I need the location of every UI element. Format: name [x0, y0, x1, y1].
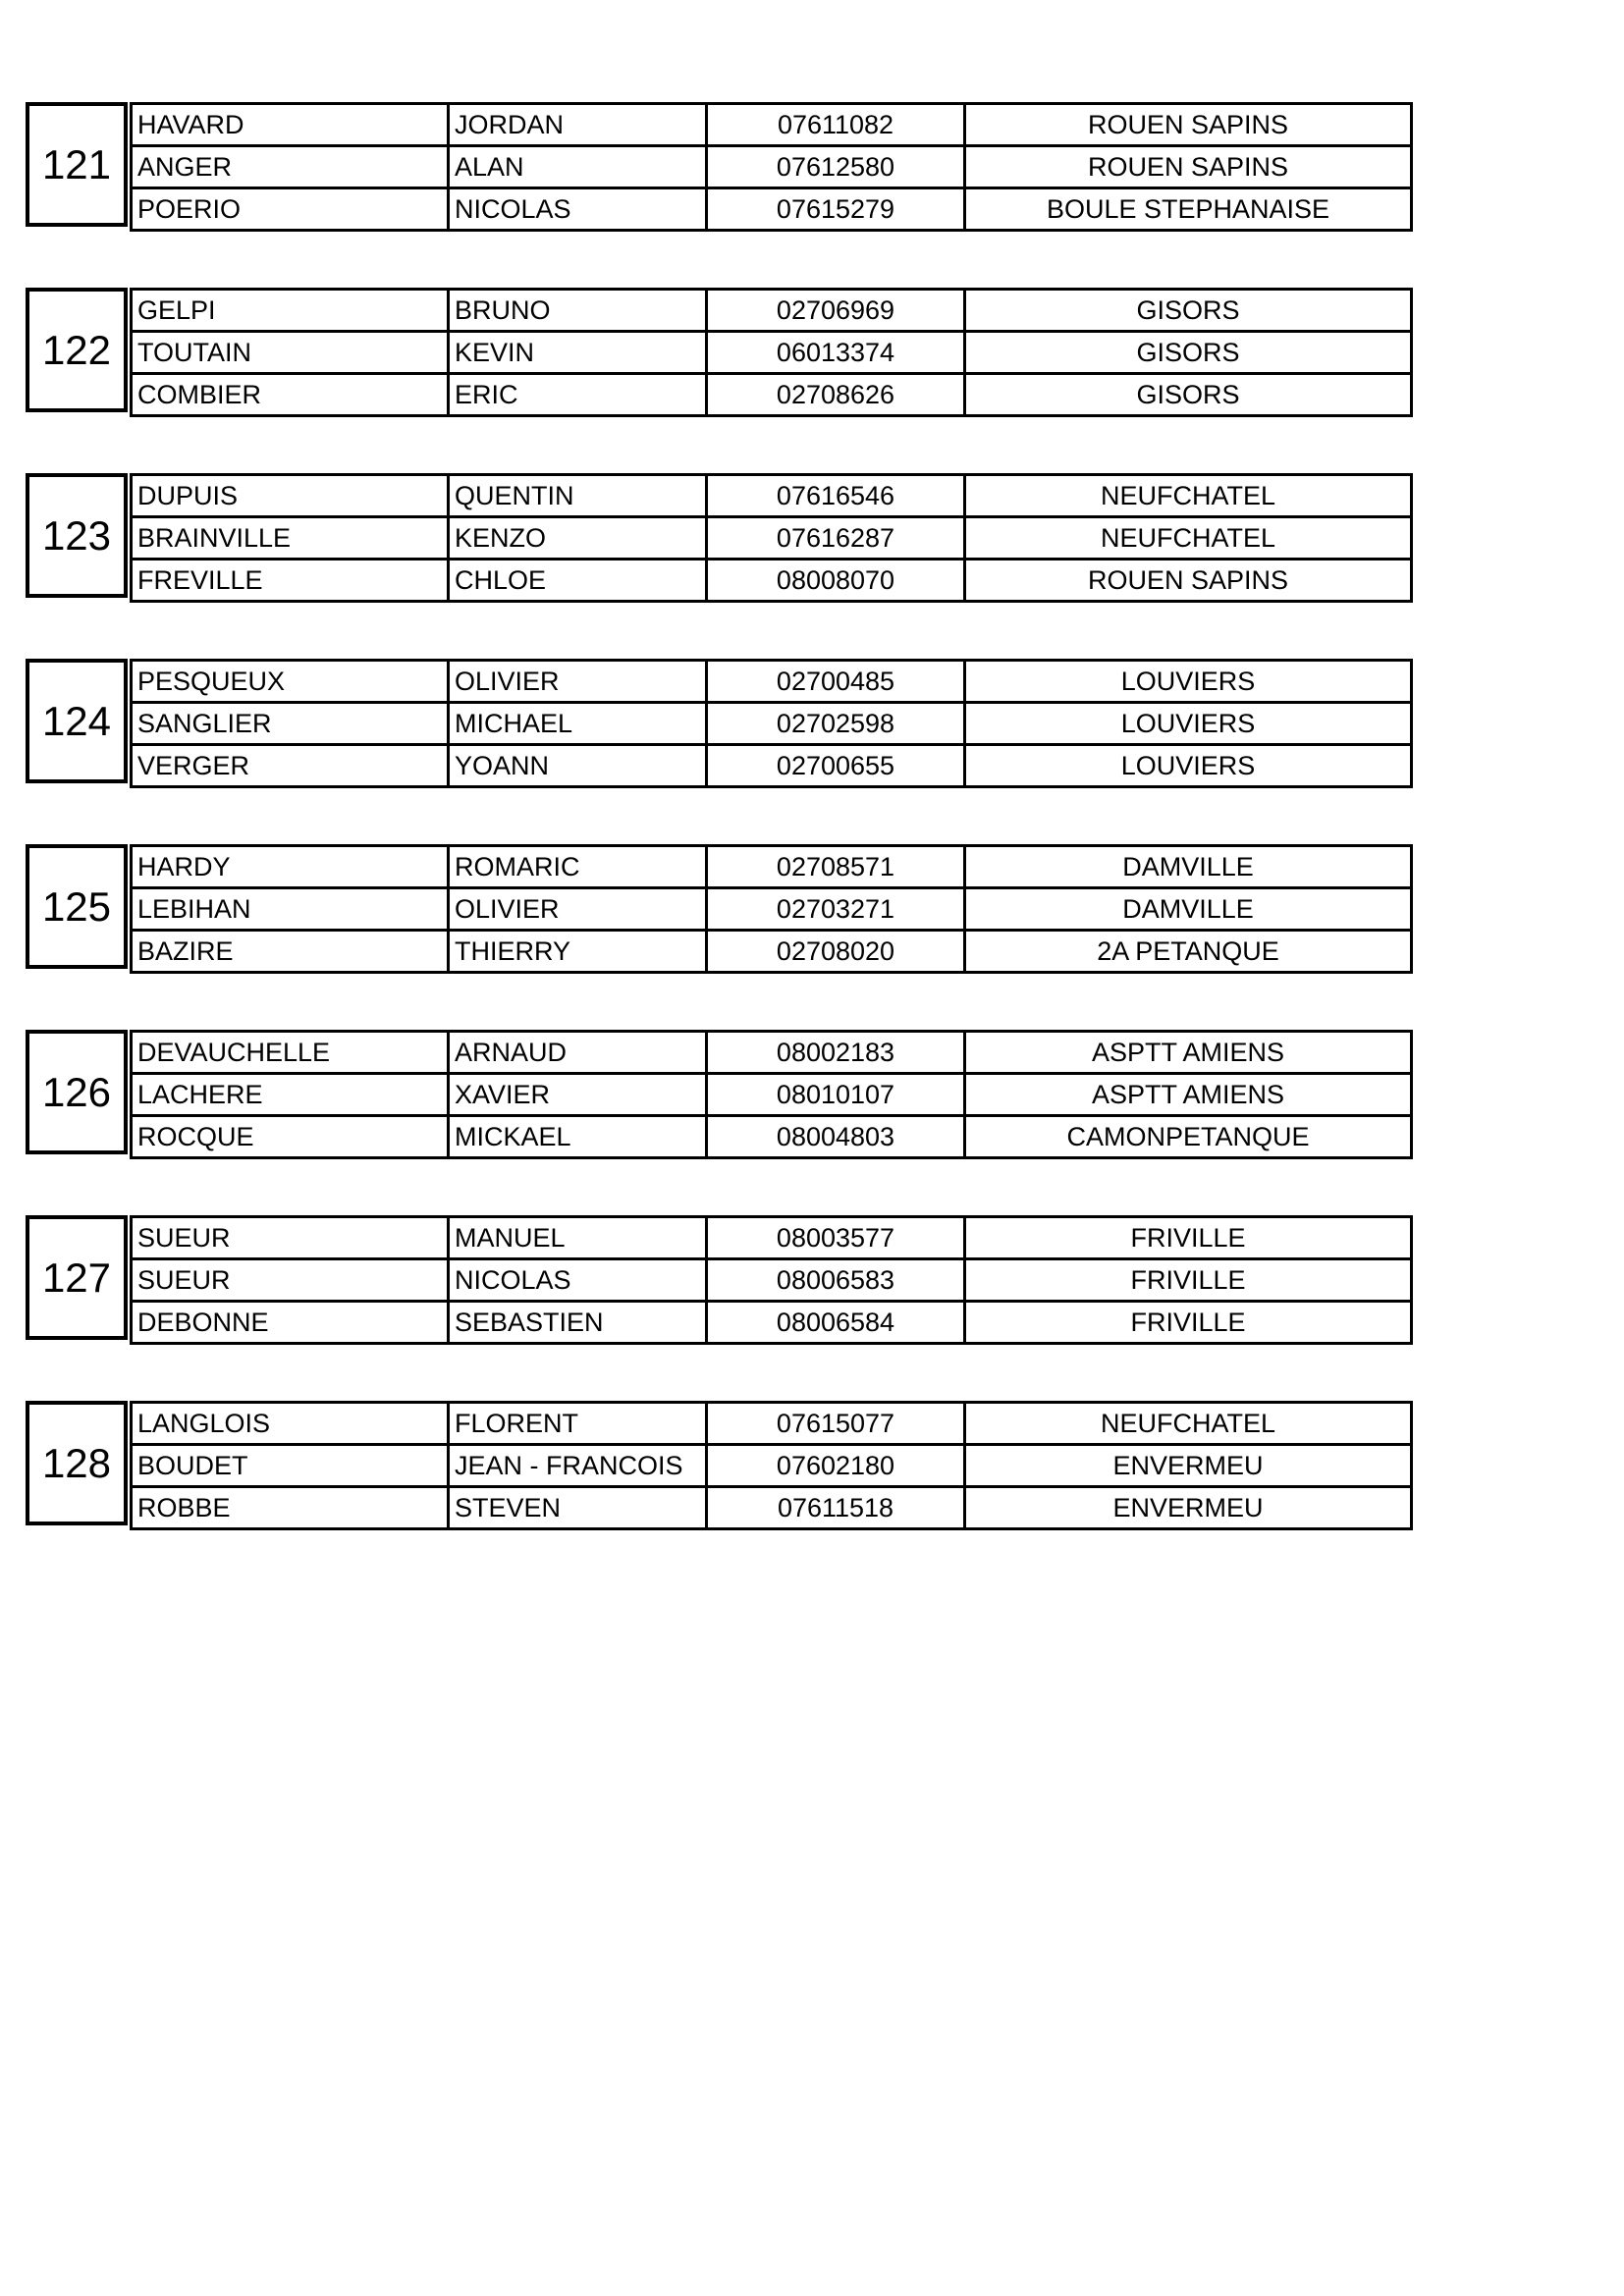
- licence-cell: 08002183: [707, 1032, 965, 1074]
- table-row: [132, 703, 1412, 745]
- team-block-126: [26, 1030, 1410, 1154]
- first-name-cell: OLIVIER: [449, 661, 707, 703]
- team-number: 125: [26, 844, 128, 969]
- licence-cell: 07612580: [707, 146, 965, 188]
- team-number: 123: [26, 473, 128, 598]
- last-name-cell: TOUTAIN: [132, 332, 449, 374]
- table-row: [132, 888, 1412, 931]
- last-name-cell: LANGLOIS: [132, 1403, 449, 1445]
- first-name-cell: ROMARIC: [449, 846, 707, 888]
- first-name-cell: KEVIN: [449, 332, 707, 374]
- first-name-cell: NICOLAS: [449, 188, 707, 231]
- club-cell: FRIVILLE: [965, 1217, 1412, 1259]
- team-number: 128: [26, 1401, 128, 1525]
- table-row: [132, 1032, 1412, 1074]
- team-number: 122: [26, 288, 128, 412]
- team-block-127: [26, 1215, 1410, 1340]
- licence-cell: 08004803: [707, 1116, 965, 1158]
- first-name-cell: FLORENT: [449, 1403, 707, 1445]
- licence-cell: 08003577: [707, 1217, 965, 1259]
- club-cell: ENVERMEU: [965, 1445, 1412, 1487]
- club-cell: NEUFCHATEL: [965, 517, 1412, 560]
- first-name-cell: THIERRY: [449, 931, 707, 973]
- licence-cell: 02708020: [707, 931, 965, 973]
- licence-cell: 07616546: [707, 475, 965, 517]
- first-name-cell: MANUEL: [449, 1217, 707, 1259]
- last-name-cell: LEBIHAN: [132, 888, 449, 931]
- club-cell: ROUEN SAPINS: [965, 560, 1412, 602]
- licence-cell: 08008070: [707, 560, 965, 602]
- table-row: [132, 1259, 1412, 1302]
- club-cell: NEUFCHATEL: [965, 1403, 1412, 1445]
- team-players-table: [130, 844, 1413, 974]
- club-cell: DAMVILLE: [965, 846, 1412, 888]
- team-block-123: [26, 473, 1410, 598]
- first-name-cell: MICHAEL: [449, 703, 707, 745]
- club-cell: DAMVILLE: [965, 888, 1412, 931]
- club-cell: ASPTT AMIENS: [965, 1032, 1412, 1074]
- club-cell: BOULE STEPHANAISE: [965, 188, 1412, 231]
- club-cell: LOUVIERS: [965, 703, 1412, 745]
- table-row: [132, 332, 1412, 374]
- table-row: [132, 560, 1412, 602]
- last-name-cell: DUPUIS: [132, 475, 449, 517]
- first-name-cell: SEBASTIEN: [449, 1302, 707, 1344]
- last-name-cell: ROBBE: [132, 1487, 449, 1529]
- team-block-122: [26, 288, 1410, 412]
- team-block-128: [26, 1401, 1410, 1525]
- first-name-cell: XAVIER: [449, 1074, 707, 1116]
- last-name-cell: HAVARD: [132, 104, 449, 146]
- last-name-cell: PESQUEUX: [132, 661, 449, 703]
- team-players-table: [130, 473, 1413, 603]
- first-name-cell: BRUNO: [449, 290, 707, 332]
- first-name-cell: ARNAUD: [449, 1032, 707, 1074]
- club-cell: GISORS: [965, 290, 1412, 332]
- licence-cell: 07602180: [707, 1445, 965, 1487]
- team-number: 127: [26, 1215, 128, 1340]
- last-name-cell: DEVAUCHELLE: [132, 1032, 449, 1074]
- table-row: [132, 188, 1412, 231]
- licence-cell: 07611082: [707, 104, 965, 146]
- table-row: [132, 517, 1412, 560]
- club-cell: ROUEN SAPINS: [965, 104, 1412, 146]
- team-number: 124: [26, 659, 128, 783]
- licence-cell: 07615279: [707, 188, 965, 231]
- club-cell: ASPTT AMIENS: [965, 1074, 1412, 1116]
- table-row: [132, 1116, 1412, 1158]
- licence-cell: 02700655: [707, 745, 965, 787]
- club-cell: LOUVIERS: [965, 661, 1412, 703]
- first-name-cell: YOANN: [449, 745, 707, 787]
- last-name-cell: GELPI: [132, 290, 449, 332]
- licence-cell: 06013374: [707, 332, 965, 374]
- licence-cell: 02700485: [707, 661, 965, 703]
- licence-cell: 07616287: [707, 517, 965, 560]
- last-name-cell: BRAINVILLE: [132, 517, 449, 560]
- team-block-125: [26, 844, 1410, 969]
- club-cell: NEUFCHATEL: [965, 475, 1412, 517]
- table-row: [132, 374, 1412, 416]
- first-name-cell: NICOLAS: [449, 1259, 707, 1302]
- club-cell: 2A PETANQUE: [965, 931, 1412, 973]
- club-cell: LOUVIERS: [965, 745, 1412, 787]
- first-name-cell: ERIC: [449, 374, 707, 416]
- table-row: [132, 1445, 1412, 1487]
- club-cell: CAMONPETANQUE: [965, 1116, 1412, 1158]
- team-players-table: [130, 102, 1413, 232]
- table-row: [132, 661, 1412, 703]
- team-number: 121: [26, 102, 128, 227]
- first-name-cell: KENZO: [449, 517, 707, 560]
- licence-cell: 02702598: [707, 703, 965, 745]
- club-cell: ENVERMEU: [965, 1487, 1412, 1529]
- licence-cell: 07611518: [707, 1487, 965, 1529]
- table-row: [132, 146, 1412, 188]
- last-name-cell: ROCQUE: [132, 1116, 449, 1158]
- team-block-121: [26, 102, 1410, 227]
- table-row: [132, 1302, 1412, 1344]
- first-name-cell: MICKAEL: [449, 1116, 707, 1158]
- last-name-cell: DEBONNE: [132, 1302, 449, 1344]
- licence-cell: 02708626: [707, 374, 965, 416]
- last-name-cell: SUEUR: [132, 1217, 449, 1259]
- last-name-cell: HARDY: [132, 846, 449, 888]
- table-row: [132, 104, 1412, 146]
- licence-cell: 02708571: [707, 846, 965, 888]
- last-name-cell: FREVILLE: [132, 560, 449, 602]
- first-name-cell: OLIVIER: [449, 888, 707, 931]
- last-name-cell: POERIO: [132, 188, 449, 231]
- last-name-cell: SANGLIER: [132, 703, 449, 745]
- last-name-cell: LACHERE: [132, 1074, 449, 1116]
- table-row: [132, 475, 1412, 517]
- team-block-124: [26, 659, 1410, 783]
- first-name-cell: ALAN: [449, 146, 707, 188]
- team-players-table: [130, 1030, 1413, 1159]
- last-name-cell: VERGER: [132, 745, 449, 787]
- team-number: 126: [26, 1030, 128, 1154]
- last-name-cell: BOUDET: [132, 1445, 449, 1487]
- club-cell: FRIVILLE: [965, 1259, 1412, 1302]
- table-row: [132, 846, 1412, 888]
- first-name-cell: QUENTIN: [449, 475, 707, 517]
- last-name-cell: SUEUR: [132, 1259, 449, 1302]
- licence-cell: 02706969: [707, 290, 965, 332]
- first-name-cell: JORDAN: [449, 104, 707, 146]
- club-cell: GISORS: [965, 332, 1412, 374]
- last-name-cell: ANGER: [132, 146, 449, 188]
- licence-cell: 02703271: [707, 888, 965, 931]
- licence-cell: 08010107: [707, 1074, 965, 1116]
- team-players-table: [130, 1401, 1413, 1530]
- last-name-cell: BAZIRE: [132, 931, 449, 973]
- table-row: [132, 931, 1412, 973]
- table-row: [132, 1074, 1412, 1116]
- last-name-cell: COMBIER: [132, 374, 449, 416]
- team-players-table: [130, 1215, 1413, 1345]
- first-name-cell: STEVEN: [449, 1487, 707, 1529]
- table-row: [132, 290, 1412, 332]
- table-row: [132, 1403, 1412, 1445]
- licence-cell: 07615077: [707, 1403, 965, 1445]
- team-players-table: [130, 288, 1413, 417]
- first-name-cell: CHLOE: [449, 560, 707, 602]
- table-row: [132, 1487, 1412, 1529]
- team-players-table: [130, 659, 1413, 788]
- club-cell: GISORS: [965, 374, 1412, 416]
- licence-cell: 08006584: [707, 1302, 965, 1344]
- club-cell: ROUEN SAPINS: [965, 146, 1412, 188]
- licence-cell: 08006583: [707, 1259, 965, 1302]
- first-name-cell: JEAN - FRANCOIS: [449, 1445, 707, 1487]
- club-cell: FRIVILLE: [965, 1302, 1412, 1344]
- table-row: [132, 745, 1412, 787]
- table-row: [132, 1217, 1412, 1259]
